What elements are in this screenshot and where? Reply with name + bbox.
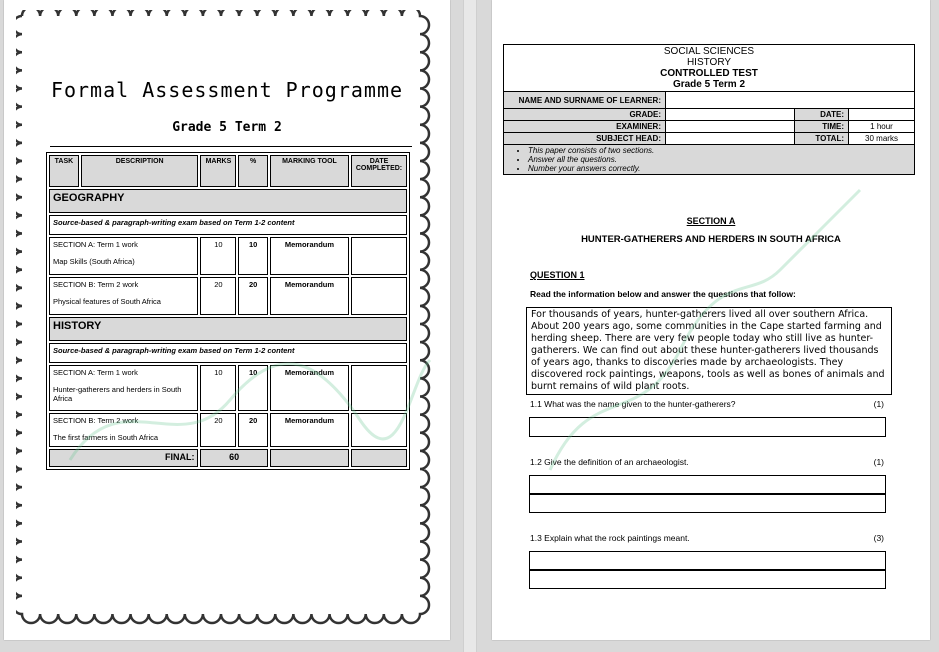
question-text: 1.3 Explain what the rock paintings meant. [530, 533, 690, 543]
test-header-table [503, 44, 915, 175]
instructions-cell [504, 145, 915, 175]
task-percent: 20 [238, 277, 267, 315]
history-note: Source-based & paragraph-writing exam based on Term 1-2 content [49, 343, 407, 363]
date-field[interactable] [849, 109, 915, 121]
header-percent: % [238, 155, 267, 187]
instructions-list [508, 146, 910, 173]
task-marking-tool: Memorandum [270, 237, 349, 275]
task-marks: 20 [200, 277, 236, 315]
subject-head-row [504, 133, 915, 145]
task-percent: 10 [238, 237, 267, 275]
instructions-row [504, 145, 915, 175]
task-line2: The first farmers in South Africa [53, 433, 159, 442]
question-1-3 [530, 533, 884, 543]
section-title: SECTION A [686, 216, 736, 226]
instruction-item: • This paper consists of two sections. [528, 146, 910, 155]
source-passage: For thousands of years, hunter-gatherers lived all over southern Africa. About 200 years ago, some communities in the Cape started farming and herding sheep. There are very few people today who still live as hunter-gatherers. We can find out about these hunter-gatherers lived thousands of years ago, thanks to discoveries made by archaeologists. They discovered rock paintings, weapons, tools as well as bones of animals and burnt remains of wild plant roots. [526, 307, 892, 395]
task-marking-tool: Memorandum [270, 365, 349, 411]
examiner-label: EXAMINER: [504, 121, 666, 133]
task-date [351, 277, 407, 315]
page-divider [463, 0, 477, 652]
geography-heading: GEOGRAPHY [49, 189, 407, 213]
examiner-field[interactable] [666, 121, 795, 133]
header-title-cell [504, 45, 915, 92]
answer-line-1-3-a[interactable] [529, 551, 886, 571]
task-marking-tool: Memorandum [270, 413, 349, 447]
header-description: DESCRIPTION [81, 155, 199, 187]
name-label: NAME AND SURNAME OF LEARNER: [504, 92, 666, 109]
task-marks: 20 [200, 413, 236, 447]
final-label: FINAL: [49, 449, 198, 467]
final-value: 60 [200, 449, 267, 467]
header-line-subject: SOCIAL SCIENCES [663, 46, 755, 57]
task-date [351, 237, 407, 275]
name-row [504, 92, 915, 109]
task-marks: 10 [200, 365, 236, 411]
header-line-test: CONTROLLED TEST [660, 68, 758, 79]
instruction-item: • Number your answers correctly. [528, 164, 910, 173]
examiner-row [504, 121, 915, 133]
geography-note: Source-based & paragraph-writing exam based on Term 1-2 content [49, 215, 407, 235]
geography-heading-row [49, 189, 407, 213]
table-row [49, 237, 407, 275]
task-description [49, 277, 198, 315]
header-line-history: HISTORY [686, 57, 732, 68]
table-row [49, 277, 407, 315]
task-line1: SECTION A: Term 1 work [53, 240, 138, 249]
header-marking-tool: MARKING TOOL [270, 155, 349, 187]
date-label: DATE: [795, 109, 849, 121]
question-text: 1.2 Give the definition of an archaeologist. [530, 457, 689, 467]
section-subtitle: HUNTER-GATHERERS AND HERDERS IN SOUTH AFRICA [581, 234, 841, 245]
history-heading: HISTORY [49, 317, 407, 341]
question-mark: (1) [873, 399, 884, 409]
question-heading: QUESTION 1 [530, 270, 585, 280]
header-marks: MARKS [200, 155, 236, 187]
question-instruction: Read the information below and answer the questions that follow: [530, 289, 796, 299]
task-line2: Hunter-gatherers and herders in South Africa [53, 385, 182, 403]
answer-line-1-2-b[interactable] [529, 493, 886, 513]
table-header-row [49, 155, 407, 187]
task-marks: 10 [200, 237, 236, 275]
time-value: 1 hour [849, 121, 915, 133]
history-heading-row [49, 317, 407, 341]
header-date-completed: DATE COMPLETED: [351, 155, 407, 187]
page-subtitle: Grade 5 Term 2 [172, 120, 282, 135]
task-line2: Physical features of South Africa [53, 297, 161, 306]
time-label: TIME: [795, 121, 849, 133]
task-line1: SECTION B: Term 2 work [53, 416, 139, 425]
total-value: 30 marks [849, 133, 915, 145]
header-title-row [504, 45, 915, 92]
watermark-left [60, 340, 440, 480]
title-rule [50, 146, 412, 147]
task-line1: SECTION B: Term 2 work [53, 280, 139, 289]
question-mark: (1) [873, 457, 884, 467]
grade-field[interactable] [666, 109, 795, 121]
task-marking-tool: Memorandum [270, 277, 349, 315]
page-title: Formal Assessment Programme [50, 78, 404, 102]
task-percent: 10 [238, 365, 267, 411]
header-task: TASK [49, 155, 79, 187]
task-percent: 20 [238, 413, 267, 447]
instruction-item: • Answer all the questions. [528, 155, 910, 164]
subject-head-field[interactable] [666, 133, 795, 145]
total-label: TOTAL: [795, 133, 849, 145]
grade-label: GRADE: [504, 109, 666, 121]
watermark-right [530, 180, 870, 480]
answer-line-1-3-b[interactable] [529, 569, 886, 589]
geography-note-row [49, 215, 407, 235]
name-field[interactable] [666, 92, 915, 109]
question-text: 1.1 What was the name given to the hunter-gatherers? [530, 399, 736, 409]
header-line-grade: Grade 5 Term 2 [672, 79, 746, 90]
task-line1: SECTION A: Term 1 work [53, 368, 138, 377]
subject-head-label: SUBJECT HEAD: [504, 133, 666, 145]
grade-row [504, 109, 915, 121]
question-mark: (3) [873, 533, 884, 543]
task-description [49, 237, 198, 275]
task-line2: Map Skills (South Africa) [53, 257, 135, 266]
